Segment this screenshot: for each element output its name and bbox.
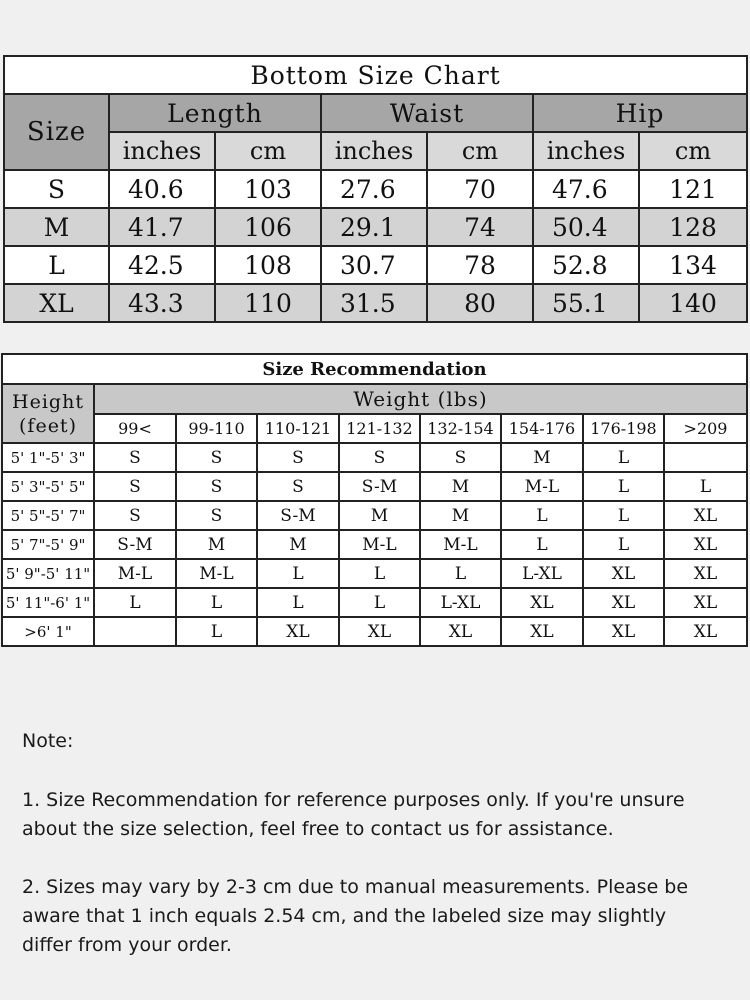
weight-header: Weight (lbs) — [94, 384, 747, 414]
recommended-size-cell: L — [257, 559, 339, 588]
value-cell: 78 — [427, 246, 533, 284]
height-range-cell: 5' 7"-5' 9" — [2, 530, 94, 559]
value-cell: 41.7 — [109, 208, 215, 246]
height-range-cell: 5' 3"-5' 5" — [2, 472, 94, 501]
height-label: Height — [12, 390, 84, 413]
recommended-size-cell: S — [257, 443, 339, 472]
table-row — [2, 588, 747, 617]
note-title: Note: — [22, 730, 74, 752]
recommended-size-cell: M — [420, 501, 501, 530]
value-cell: 29.1 — [321, 208, 427, 246]
table-row — [4, 246, 747, 284]
recommended-size-cell: S — [94, 501, 176, 530]
recommended-size-cell: L — [501, 501, 583, 530]
recommended-size-cell: S-M — [339, 472, 420, 501]
value-cell: 80 — [427, 284, 533, 322]
value-cell: 40.6 — [109, 170, 215, 208]
weight-range-header: 99< — [94, 414, 176, 443]
recommended-size-cell: M — [339, 501, 420, 530]
height-range-cell: 5' 1"-5' 3" — [2, 443, 94, 472]
value-cell: 30.7 — [321, 246, 427, 284]
recommended-size-cell: XL — [339, 617, 420, 646]
recommended-size-cell: XL — [664, 530, 747, 559]
note-item: 2. Sizes may vary by 2-3 cm due to manual measurements. Please be aware that 1 inch equals 2.54 cm, and the labeled size may slightly differ from your order. — [22, 876, 689, 956]
recommended-size-cell: L — [257, 588, 339, 617]
weight-range-header: 121-132 — [339, 414, 420, 443]
unit-header: cm — [427, 132, 533, 170]
recommended-size-cell: M-L — [501, 472, 583, 501]
size-cell: L — [4, 246, 109, 284]
recommended-size-cell: XL — [583, 559, 664, 588]
value-cell: 121 — [639, 170, 747, 208]
recommended-size-cell — [94, 617, 176, 646]
height-range-cell: 5' 5"-5' 7" — [2, 501, 94, 530]
value-cell: 43.3 — [109, 284, 215, 322]
table-row — [2, 559, 747, 588]
recommended-size-cell: XL — [420, 617, 501, 646]
value-cell: 74 — [427, 208, 533, 246]
table-row — [2, 617, 747, 646]
recommended-size-cell: S-M — [94, 530, 176, 559]
recommended-size-cell: XL — [501, 588, 583, 617]
recommended-size-cell: L — [94, 588, 176, 617]
height-range-cell: 5' 9"-5' 11" — [2, 559, 94, 588]
recommended-size-cell: L — [176, 588, 257, 617]
unit-header: cm — [639, 132, 747, 170]
waist-header: Waist — [321, 94, 533, 132]
recommended-size-cell: L — [583, 443, 664, 472]
weight-range-header: 110-121 — [257, 414, 339, 443]
recommended-size-cell: XL — [257, 617, 339, 646]
value-cell: 50.4 — [533, 208, 639, 246]
table-row — [2, 443, 747, 472]
weight-range-header: 132-154 — [420, 414, 501, 443]
table-row — [2, 472, 747, 501]
value-cell: 52.8 — [533, 246, 639, 284]
value-cell: 47.6 — [533, 170, 639, 208]
recommended-size-cell: M-L — [176, 559, 257, 588]
value-cell: 134 — [639, 246, 747, 284]
value-cell: 70 — [427, 170, 533, 208]
weight-range-header: 154-176 — [501, 414, 583, 443]
recommended-size-cell: S — [176, 501, 257, 530]
recommended-size-cell: M — [501, 443, 583, 472]
recommended-size-cell: M — [257, 530, 339, 559]
recommended-size-cell: L — [583, 472, 664, 501]
weight-range-header: 176-198 — [583, 414, 664, 443]
size-cell: M — [4, 208, 109, 246]
note-item: 1. Size Recommendation for reference purposes only. If you're unsure about the size selection, feel free to contact us for assistance. — [22, 789, 685, 840]
unit-header: inches — [109, 132, 215, 170]
recommended-size-cell: L-XL — [420, 588, 501, 617]
recommended-size-cell: M-L — [94, 559, 176, 588]
recommended-size-cell: L — [583, 530, 664, 559]
recommended-size-cell: L — [664, 472, 747, 501]
recommended-size-cell: M — [420, 472, 501, 501]
recommended-size-cell: XL — [501, 617, 583, 646]
unit-header: cm — [215, 132, 321, 170]
value-cell: 128 — [639, 208, 747, 246]
recommended-size-cell: M-L — [420, 530, 501, 559]
height-range-cell: >6' 1" — [2, 617, 94, 646]
height-range-cell: 5' 11"-6' 1" — [2, 588, 94, 617]
table-row — [4, 170, 747, 208]
recommended-size-cell — [664, 443, 747, 472]
value-cell: 140 — [639, 284, 747, 322]
recommended-size-cell: XL — [664, 617, 747, 646]
recommended-size-cell: XL — [664, 559, 747, 588]
unit-header: inches — [321, 132, 427, 170]
recommended-size-cell: XL — [583, 588, 664, 617]
size-cell: S — [4, 170, 109, 208]
size-chart-title: Bottom Size Chart — [4, 56, 747, 94]
recommended-size-cell: XL — [583, 617, 664, 646]
value-cell: 42.5 — [109, 246, 215, 284]
weight-range-header: 99-110 — [176, 414, 257, 443]
recommended-size-cell: S — [339, 443, 420, 472]
recommended-size-cell: L — [583, 501, 664, 530]
recommendation-title: Size Recommendation — [2, 354, 747, 384]
table-row — [4, 208, 747, 246]
weight-range-header: >209 — [664, 414, 747, 443]
recommended-size-cell: XL — [664, 501, 747, 530]
size-cell: XL — [4, 284, 109, 322]
bottom-size-chart — [3, 55, 748, 323]
size-recommendation-chart — [1, 353, 748, 647]
recommended-size-cell: S — [176, 472, 257, 501]
unit-header: inches — [533, 132, 639, 170]
size-column-header: Size — [4, 94, 109, 170]
value-cell: 103 — [215, 170, 321, 208]
length-header: Length — [109, 94, 321, 132]
recommended-size-cell: L — [420, 559, 501, 588]
recommended-size-cell: L — [339, 559, 420, 588]
table-row — [2, 530, 747, 559]
table-row — [4, 284, 747, 322]
table-row — [2, 501, 747, 530]
value-cell: 55.1 — [533, 284, 639, 322]
recommended-size-cell: L-XL — [501, 559, 583, 588]
value-cell: 27.6 — [321, 170, 427, 208]
recommended-size-cell: S — [257, 472, 339, 501]
recommended-size-cell: S — [94, 472, 176, 501]
height-header — [2, 384, 94, 443]
hip-header: Hip — [533, 94, 747, 132]
height-unit-label: (feet) — [19, 414, 77, 437]
recommended-size-cell: S — [420, 443, 501, 472]
recommended-size-cell: S — [94, 443, 176, 472]
recommended-size-cell: S-M — [257, 501, 339, 530]
recommended-size-cell: S — [176, 443, 257, 472]
recommended-size-cell: L — [176, 617, 257, 646]
recommended-size-cell: M — [176, 530, 257, 559]
value-cell: 110 — [215, 284, 321, 322]
value-cell: 31.5 — [321, 284, 427, 322]
recommended-size-cell: L — [501, 530, 583, 559]
value-cell: 108 — [215, 246, 321, 284]
recommended-size-cell: L — [339, 588, 420, 617]
value-cell: 106 — [215, 208, 321, 246]
recommended-size-cell: XL — [664, 588, 747, 617]
recommended-size-cell: M-L — [339, 530, 420, 559]
